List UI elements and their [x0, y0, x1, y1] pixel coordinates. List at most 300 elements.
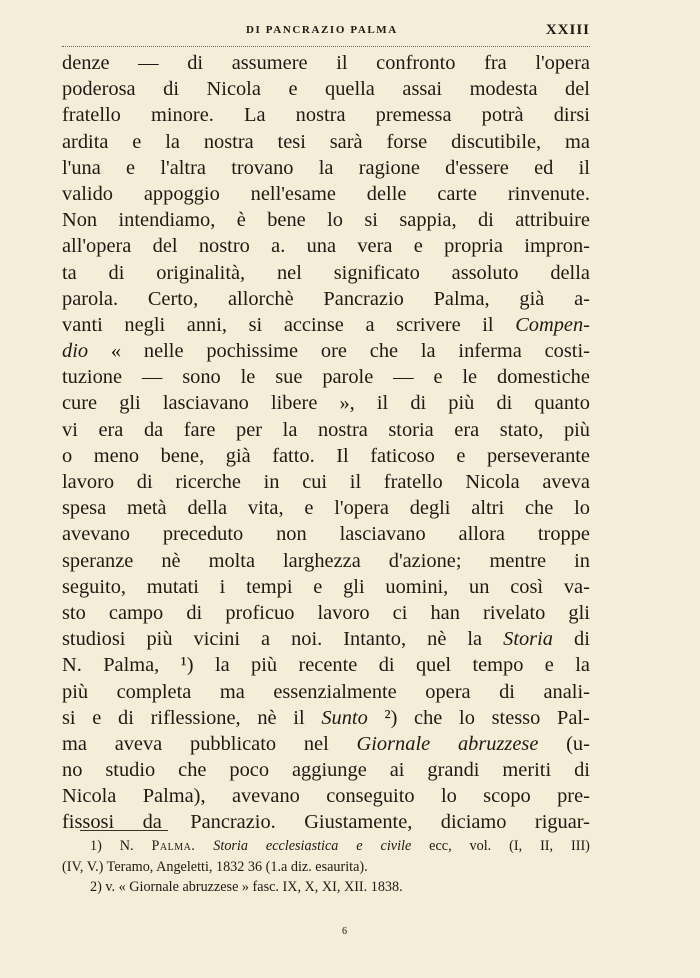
- word: confronto: [376, 52, 456, 74]
- footnote-word: 1): [90, 838, 102, 854]
- word: minore.: [151, 104, 214, 127]
- word: di: [410, 392, 427, 415]
- word: ragione: [358, 156, 420, 179]
- word: aveva: [114, 732, 163, 755]
- word: conseguito: [326, 785, 415, 808]
- footnote-word: Palma.: [151, 838, 196, 854]
- word: lo: [459, 706, 475, 729]
- word: si: [364, 209, 378, 232]
- footnote-rule: [80, 830, 168, 831]
- word: l'opera: [334, 497, 389, 520]
- word: sue: [275, 366, 303, 389]
- word: Il: [336, 444, 349, 467]
- word: Storia: [503, 628, 553, 651]
- word: che: [524, 497, 554, 520]
- word: domestiche: [497, 366, 590, 389]
- word: e: [126, 156, 136, 179]
- word: —: [138, 52, 159, 74]
- text-line: [62, 679, 590, 705]
- word: La: [244, 104, 266, 127]
- word: la: [420, 340, 436, 363]
- word: quel: [415, 654, 452, 677]
- word: Compen-: [515, 313, 590, 336]
- word: una: [306, 235, 337, 258]
- word: della: [550, 261, 590, 284]
- word: lo: [440, 785, 457, 808]
- text-line: [62, 50, 590, 76]
- word: modesta: [469, 78, 538, 101]
- word: già: [225, 444, 251, 467]
- footnote-word: III): [571, 838, 590, 854]
- word: più: [62, 680, 89, 703]
- word: di: [496, 392, 513, 415]
- word: Nicola: [465, 471, 520, 493]
- word: fatto.: [272, 444, 315, 467]
- text-line: [62, 364, 590, 390]
- word: larghezza: [283, 549, 361, 572]
- word: parola.: [62, 287, 119, 310]
- word: di: [574, 759, 590, 782]
- word: in: [263, 471, 280, 493]
- word: tesi: [277, 130, 306, 153]
- word: di: [108, 261, 125, 284]
- word: bene,: [160, 444, 205, 467]
- word: ma: [565, 130, 590, 153]
- word: proficuo: [225, 601, 295, 624]
- word: assai: [402, 78, 443, 101]
- word: e: [92, 706, 102, 729]
- word: lasciavano: [162, 392, 249, 415]
- word: sappia,: [399, 209, 457, 232]
- word: assumere: [231, 52, 308, 74]
- word: fissosi: [62, 811, 115, 834]
- word: di: [136, 471, 153, 493]
- text-line: [62, 443, 590, 469]
- text-line: [62, 417, 590, 443]
- word: lavoro: [62, 471, 115, 493]
- word: assoluto: [451, 261, 519, 284]
- word: noi.: [291, 628, 323, 651]
- word: Nicola: [206, 78, 261, 101]
- word: molta: [208, 549, 256, 572]
- word: parole: [322, 366, 374, 389]
- word: il: [482, 313, 494, 336]
- word: Sunto: [321, 706, 368, 729]
- word: —: [393, 366, 414, 389]
- word: di: [118, 706, 134, 729]
- text-line: [62, 102, 590, 128]
- word: quanto: [534, 392, 590, 415]
- footnote-word: II,: [540, 838, 554, 854]
- word: delle: [366, 182, 407, 205]
- word: a: [365, 313, 375, 336]
- word: di: [499, 680, 515, 703]
- text-line: [62, 207, 590, 233]
- word: nostra: [203, 130, 254, 153]
- footnote-line: (IV, V.) Teramo, Angeletti, 1832 36 (1.a diz. esaurita).: [62, 858, 368, 875]
- word: e: [456, 444, 466, 467]
- word: spesa: [62, 497, 107, 520]
- word: intendiamo,: [118, 209, 216, 232]
- word: gli: [119, 392, 141, 415]
- word: vita,: [247, 497, 284, 520]
- word: nostra: [295, 104, 346, 127]
- word: sto: [62, 601, 86, 624]
- word: era: [454, 418, 480, 441]
- word: di: [163, 78, 180, 101]
- text-line: [62, 809, 590, 835]
- word: grandi: [427, 759, 480, 782]
- word: lo: [574, 497, 590, 520]
- word: lo: [327, 209, 343, 232]
- word: vanti: [62, 313, 103, 336]
- word: poco: [229, 759, 270, 782]
- text-line: [62, 548, 590, 574]
- word: uomini,: [385, 575, 449, 598]
- word: libere: [270, 392, 318, 415]
- word: sarà: [329, 130, 363, 153]
- word: Nicola: [62, 785, 117, 808]
- text-line: [62, 76, 590, 102]
- word: e: [544, 654, 554, 677]
- word: meno: [93, 444, 140, 467]
- running-title: DI PANCRAZIO PALMA: [246, 24, 398, 36]
- word: anali-: [543, 680, 590, 703]
- word: va-: [563, 575, 590, 598]
- word: tempi: [246, 575, 293, 598]
- word: Intanto,: [343, 628, 407, 651]
- word: il: [376, 392, 389, 415]
- word: cui: [302, 471, 328, 493]
- word: studio: [105, 759, 156, 782]
- word: e: [132, 130, 142, 153]
- header-rule: [62, 46, 590, 47]
- word: aggiunge: [292, 759, 367, 782]
- word: che: [369, 340, 399, 363]
- word: (u-: [566, 732, 590, 755]
- word: del: [565, 78, 590, 101]
- word: appoggio: [143, 182, 220, 205]
- word: e: [288, 78, 298, 101]
- word: nè: [161, 549, 181, 572]
- word: del: [152, 235, 178, 258]
- text-line: [62, 757, 590, 783]
- word: »,: [339, 392, 355, 415]
- word: Palma),: [142, 785, 206, 808]
- word: seguito,: [62, 575, 126, 598]
- word: ai: [389, 759, 405, 782]
- word: di: [477, 209, 494, 232]
- word: N.: [62, 654, 82, 677]
- page-header: [62, 24, 590, 42]
- word: pre-: [557, 785, 590, 808]
- word: accinse: [283, 313, 344, 336]
- word: così: [510, 575, 544, 598]
- word: da: [142, 811, 162, 834]
- text-line: [62, 652, 590, 678]
- word: a.: [271, 235, 286, 258]
- word: si: [62, 706, 76, 729]
- word: non: [276, 523, 307, 546]
- text-line: [62, 783, 590, 809]
- word: ma: [219, 680, 245, 703]
- word: nè: [257, 706, 277, 729]
- word: allorchè: [227, 287, 294, 310]
- footnote-word: N.: [119, 838, 134, 854]
- word: forse: [386, 130, 428, 153]
- word: e: [433, 366, 443, 389]
- word: avevano: [62, 523, 130, 546]
- word: scopo: [483, 785, 531, 808]
- footnote-word: Storia: [213, 838, 248, 854]
- word: nelle: [143, 340, 184, 363]
- word: speranze: [62, 549, 134, 572]
- word: propria: [444, 235, 503, 258]
- word: ci: [392, 601, 408, 624]
- word: avevano: [231, 785, 300, 808]
- body-text: [62, 50, 590, 836]
- word: cure: [62, 392, 98, 415]
- word: stesso: [491, 706, 541, 729]
- word: significato: [333, 261, 420, 284]
- word: pubblicato: [190, 732, 277, 755]
- text-line: [62, 155, 590, 181]
- word: le: [240, 366, 256, 389]
- word: si: [248, 313, 263, 336]
- word: la: [165, 130, 180, 153]
- word: gli: [568, 601, 590, 624]
- text-line: [62, 129, 590, 155]
- word: rinvenute.: [507, 182, 590, 205]
- word: o: [62, 444, 73, 467]
- word: più: [146, 628, 173, 651]
- word: mentre: [489, 549, 547, 572]
- word: già: [519, 287, 545, 310]
- word: il: [293, 706, 305, 729]
- word: nel: [276, 261, 302, 284]
- word: «: [110, 340, 122, 363]
- word: ma: [62, 732, 87, 755]
- word: ore: [320, 340, 347, 363]
- word: Pancrazio.: [190, 811, 276, 834]
- word: gli: [343, 575, 365, 598]
- footnotes: [62, 836, 590, 898]
- word: preceduto: [162, 523, 244, 546]
- word: inferma: [458, 340, 522, 363]
- signature-mark: 6: [342, 926, 347, 937]
- word: i: [219, 575, 226, 598]
- word: bene: [267, 209, 306, 232]
- text-line: [62, 705, 590, 731]
- word: troppe: [537, 523, 590, 546]
- word: dio: [62, 340, 89, 363]
- text-line: [62, 312, 590, 338]
- word: nostro: [198, 235, 250, 258]
- word: il: [336, 52, 348, 74]
- word: l'una: [62, 156, 101, 179]
- word: vicini: [193, 628, 240, 651]
- word: per: [236, 418, 263, 441]
- word: —: [141, 366, 163, 389]
- word: era: [98, 418, 124, 441]
- word: diciamo: [440, 811, 507, 834]
- text-line: [62, 390, 590, 416]
- word: metà: [126, 497, 167, 520]
- word: dirsi: [553, 104, 590, 127]
- word: all'opera: [62, 235, 132, 258]
- text-line: [62, 521, 590, 547]
- word: rivelato: [483, 601, 546, 624]
- text-line: [62, 338, 590, 364]
- word: carte: [437, 182, 477, 205]
- word: ricerche: [175, 471, 241, 493]
- word: potrà: [481, 104, 524, 127]
- text-line: [62, 181, 590, 207]
- word: della: [187, 497, 228, 520]
- word: scrivere: [396, 313, 461, 336]
- word: l'altra: [160, 156, 206, 179]
- word: ed: [534, 156, 554, 179]
- text-line: [62, 626, 590, 652]
- footnote-word: (I,: [509, 838, 523, 854]
- word: negli: [124, 313, 166, 336]
- word: meriti: [502, 759, 552, 782]
- word: la: [318, 156, 334, 179]
- word: anni,: [186, 313, 227, 336]
- word: impron-: [524, 235, 590, 258]
- word: fra: [484, 52, 507, 74]
- word: e: [313, 575, 323, 598]
- word: la: [467, 628, 483, 651]
- word: Palma,: [103, 654, 160, 677]
- word: ardita: [62, 130, 109, 153]
- word: di: [186, 601, 203, 624]
- word: il: [349, 471, 362, 493]
- word: di: [574, 628, 590, 651]
- word: discutibile,: [451, 130, 542, 153]
- word: la: [282, 418, 298, 441]
- word: Non: [62, 209, 98, 232]
- word: Giustamente,: [304, 811, 413, 834]
- text-line: [62, 233, 590, 259]
- word: il: [578, 156, 590, 179]
- word: più: [448, 392, 475, 415]
- word: allora: [458, 523, 505, 546]
- text-line: [62, 600, 590, 626]
- word: attribuire: [515, 209, 590, 232]
- page-number: XXIII: [545, 22, 590, 38]
- text-line: [62, 731, 590, 757]
- word: ta: [62, 261, 77, 284]
- word: nell'esame: [250, 182, 336, 205]
- word: nel: [303, 732, 329, 755]
- word: opera: [425, 680, 471, 703]
- word: Giornale: [356, 732, 431, 755]
- word: costi-: [544, 340, 590, 363]
- word: la: [575, 654, 590, 677]
- word: in: [574, 549, 590, 572]
- word: lavoro: [317, 601, 370, 624]
- word: pochissime: [206, 340, 299, 363]
- footnote-word: ecc,: [429, 838, 452, 854]
- word: vera: [357, 235, 393, 258]
- word: d'azione;: [388, 549, 462, 572]
- word: l'opera: [535, 52, 590, 74]
- word: la: [214, 654, 230, 677]
- word: quella: [325, 78, 375, 101]
- word: a-: [574, 287, 590, 310]
- word: di: [187, 52, 204, 74]
- word: han: [430, 601, 460, 624]
- word: nè: [427, 628, 447, 651]
- word: stato,: [499, 418, 544, 441]
- word: denze: [62, 52, 110, 74]
- word: faticoso: [370, 444, 435, 467]
- word: che: [414, 706, 443, 729]
- word: degli: [409, 497, 451, 520]
- word: a: [261, 628, 271, 651]
- word: di: [378, 654, 395, 677]
- text-line: [62, 469, 590, 495]
- word: completa: [116, 680, 192, 703]
- word: un: [469, 575, 490, 598]
- word: studiosi: [62, 628, 126, 651]
- word: riflessione,: [150, 706, 241, 729]
- word: fare: [183, 418, 216, 441]
- word: campo: [108, 601, 164, 624]
- footnote-word: civile: [380, 838, 412, 854]
- word: d'essere: [445, 156, 509, 179]
- word: riguar-: [534, 811, 590, 834]
- word: è: [236, 209, 246, 232]
- word: Palma,: [433, 287, 490, 310]
- word: altri: [471, 497, 505, 520]
- word: ²): [384, 706, 398, 729]
- word: tuzione: [62, 366, 123, 389]
- word: fratello: [383, 471, 443, 493]
- text-line: [62, 574, 590, 600]
- word: tempo: [472, 654, 524, 677]
- word: le: [462, 366, 478, 389]
- word: ¹): [180, 654, 194, 677]
- word: trovano: [231, 156, 294, 179]
- text-line: [62, 286, 590, 312]
- word: fratello: [62, 104, 121, 127]
- footnote-word: ecclesiastica: [265, 838, 339, 854]
- footnote-word: vol.: [469, 838, 492, 854]
- text-line: [62, 260, 590, 286]
- word: essenzialmente: [273, 680, 397, 703]
- word: originalità,: [156, 261, 246, 284]
- text-line: [62, 495, 590, 521]
- word: vi: [62, 418, 78, 441]
- word: più: [251, 654, 278, 677]
- word: poderosa: [62, 78, 136, 101]
- footnote-line: 2) v. « Giornale abruzzese » fasc. IX, X, XI, XII. 1838.: [90, 879, 403, 895]
- word: Pal-: [557, 706, 590, 729]
- word: abruzzese: [457, 732, 539, 755]
- word: da: [143, 418, 164, 441]
- word: aveva: [542, 471, 590, 493]
- word: nostra: [317, 418, 368, 441]
- word: valido: [62, 182, 113, 205]
- footnote-word: e: [356, 838, 363, 854]
- word: e: [304, 497, 314, 520]
- word: e: [413, 235, 423, 258]
- word: lasciavano: [339, 523, 426, 546]
- word: Certo,: [147, 287, 199, 310]
- word: sono: [182, 366, 221, 389]
